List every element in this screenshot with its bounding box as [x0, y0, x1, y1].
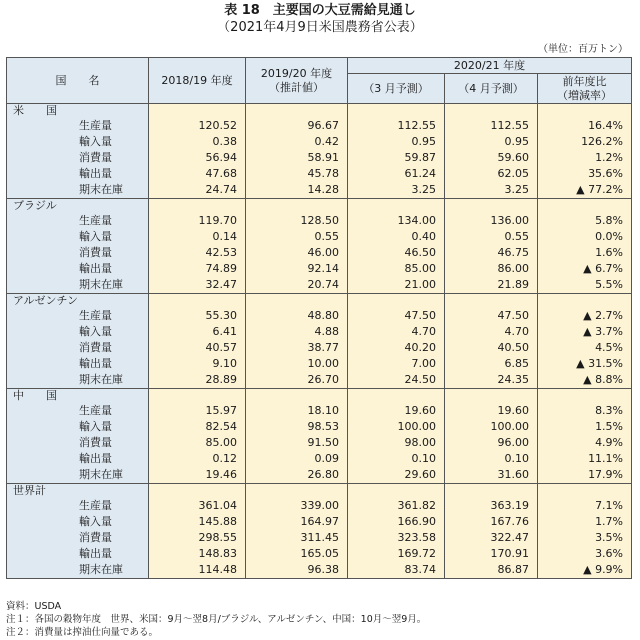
header-march: （3 月予測）: [348, 74, 445, 104]
value-2018: 28.89: [149, 372, 246, 389]
header-2020: 2020/21 年度: [348, 58, 632, 74]
value-yoy: ▲ 6.7%: [538, 261, 632, 277]
item-label: 期末在庫: [79, 373, 123, 386]
value-march: 46.50: [348, 245, 445, 261]
value-2019: 20.74: [246, 277, 348, 294]
note-1: 注１：各国の穀物年度 世界、米国：9月～翌8月/ブラジル、アルゼンチン、中国：10月～翌9月。: [6, 614, 427, 625]
item-label: 消費量: [79, 151, 112, 164]
value-2018: 9.10: [149, 356, 246, 372]
value-march: 29.60: [348, 467, 445, 484]
table-row: [7, 419, 632, 435]
table-row: [7, 182, 632, 199]
value-2018: 119.70: [149, 213, 246, 229]
value-april: 167.76: [445, 514, 538, 530]
value-2018: 298.55: [149, 530, 246, 546]
table-row: [7, 372, 632, 389]
value-2018: 148.83: [149, 546, 246, 562]
value-yoy: ▲ 8.8%: [538, 372, 632, 389]
table-title: 表 18 主要国の大豆需給見通し: [224, 3, 416, 18]
value-2019: 10.00: [246, 356, 348, 372]
item-label: 消費量: [79, 341, 112, 354]
value-2018: 19.46: [149, 467, 246, 484]
value-yoy: 8.3%: [538, 403, 632, 419]
value-april: 62.05: [445, 166, 538, 182]
value-yoy: 1.2%: [538, 150, 632, 166]
item-label: 期末在庫: [79, 563, 123, 576]
value-april: 100.00: [445, 419, 538, 435]
table-row: [7, 498, 632, 514]
item-label: 生産量: [79, 404, 112, 417]
value-2019: 128.50: [246, 213, 348, 229]
value-march: 166.90: [348, 514, 445, 530]
value-2018: 114.48: [149, 562, 246, 579]
item-label: 輸出量: [79, 357, 112, 370]
table-row: [7, 530, 632, 546]
table-row: [7, 261, 632, 277]
header-2019-year: 2019/20 年度: [260, 66, 333, 80]
value-yoy: 35.6%: [538, 166, 632, 182]
value-2018: 145.88: [149, 514, 246, 530]
value-march: 40.20: [348, 340, 445, 356]
value-2019: 96.67: [246, 118, 348, 134]
table-row: [7, 308, 632, 324]
value-march: 0.10: [348, 451, 445, 467]
item-label: 生産量: [79, 214, 112, 227]
value-yoy: 5.8%: [538, 213, 632, 229]
value-2018: 32.47: [149, 277, 246, 294]
item-label: 輸出量: [79, 452, 112, 465]
value-april: 46.75: [445, 245, 538, 261]
item-label: 期末在庫: [79, 278, 123, 291]
table-row: [7, 403, 632, 419]
value-march: 47.50: [348, 308, 445, 324]
value-yoy: 7.1%: [538, 498, 632, 514]
value-april: 3.25: [445, 182, 538, 199]
value-march: 59.87: [348, 150, 445, 166]
item-label: 輸入量: [79, 230, 112, 243]
value-yoy: 4.9%: [538, 435, 632, 451]
value-march: 361.82: [348, 498, 445, 514]
value-2019: 91.50: [246, 435, 348, 451]
value-2019: 165.05: [246, 546, 348, 562]
value-2019: 0.42: [246, 134, 348, 150]
value-march: 3.25: [348, 182, 445, 199]
value-2019: 14.28: [246, 182, 348, 199]
note-source: 資料：USDA: [6, 601, 62, 612]
table-row: [7, 213, 632, 229]
value-april: 0.95: [445, 134, 538, 150]
country-name: アルゼンチン: [13, 294, 79, 307]
value-2019: 0.09: [246, 451, 348, 467]
value-2018: 40.57: [149, 340, 246, 356]
value-2019: 92.14: [246, 261, 348, 277]
table-subtitle: （2021年4月9日米国農務省公表）: [217, 20, 423, 35]
item-label: 輸出量: [79, 167, 112, 180]
table-row: [7, 134, 632, 150]
value-yoy: 11.1%: [538, 451, 632, 467]
header-2019-sub: （推計値）: [269, 80, 324, 94]
header-country: 国 名: [7, 58, 149, 104]
table-row: [7, 324, 632, 340]
country-name: 米 国: [13, 104, 57, 117]
value-april: 4.70: [445, 324, 538, 340]
value-march: 98.00: [348, 435, 445, 451]
value-yoy: ▲ 31.5%: [538, 356, 632, 372]
value-april: 6.85: [445, 356, 538, 372]
value-2018: 0.14: [149, 229, 246, 245]
table-row: [7, 166, 632, 182]
value-2019: 98.53: [246, 419, 348, 435]
item-label: 消費量: [79, 531, 112, 544]
table-row: [7, 546, 632, 562]
value-march: 19.60: [348, 403, 445, 419]
value-april: 136.00: [445, 213, 538, 229]
item-label: 生産量: [79, 499, 112, 512]
value-yoy: 1.7%: [538, 514, 632, 530]
value-march: 0.40: [348, 229, 445, 245]
value-yoy: 1.5%: [538, 419, 632, 435]
value-2018: 15.97: [149, 403, 246, 419]
country-name: ブラジル: [13, 199, 57, 212]
country-row: [7, 199, 632, 214]
value-2019: 311.45: [246, 530, 348, 546]
item-label: 輸出量: [79, 262, 112, 275]
value-april: 31.60: [445, 467, 538, 484]
item-label: 輸出量: [79, 547, 112, 560]
value-yoy: 16.4%: [538, 118, 632, 134]
value-2018: 47.68: [149, 166, 246, 182]
value-2018: 82.54: [149, 419, 246, 435]
value-2019: 46.00: [246, 245, 348, 261]
item-label: 生産量: [79, 119, 112, 132]
value-march: 7.00: [348, 356, 445, 372]
value-2018: 0.12: [149, 451, 246, 467]
value-2018: 74.89: [149, 261, 246, 277]
unit-label: （単位：百万トン）: [538, 44, 628, 55]
table-row: [7, 451, 632, 467]
item-label: 輸入量: [79, 515, 112, 528]
table-row: [7, 514, 632, 530]
value-yoy: ▲ 2.7%: [538, 308, 632, 324]
item-label: 生産量: [79, 309, 112, 322]
value-2019: 26.80: [246, 467, 348, 484]
value-yoy: 4.5%: [538, 340, 632, 356]
value-2019: 38.77: [246, 340, 348, 356]
value-april: 0.55: [445, 229, 538, 245]
header-yoy: [538, 74, 632, 104]
value-yoy: 5.5%: [538, 277, 632, 294]
header-yoy-label: 前年度比: [562, 74, 607, 88]
header-2018: 2018/19 年度: [149, 58, 246, 104]
item-label: 期末在庫: [79, 183, 123, 196]
value-yoy: ▲ 77.2%: [538, 182, 632, 199]
value-yoy: 1.6%: [538, 245, 632, 261]
value-march: 112.55: [348, 118, 445, 134]
value-april: 86.00: [445, 261, 538, 277]
value-march: 0.95: [348, 134, 445, 150]
value-2018: 42.53: [149, 245, 246, 261]
item-label: 期末在庫: [79, 468, 123, 481]
value-yoy: ▲ 3.7%: [538, 324, 632, 340]
item-label: 輸入量: [79, 325, 112, 338]
value-march: 323.58: [348, 530, 445, 546]
item-label: 消費量: [79, 246, 112, 259]
value-march: 24.50: [348, 372, 445, 389]
value-march: 100.00: [348, 419, 445, 435]
country-name: 世界計: [13, 484, 46, 497]
value-2019: 0.55: [246, 229, 348, 245]
country-name: 中 国: [13, 389, 57, 402]
value-march: 169.72: [348, 546, 445, 562]
value-yoy: 3.5%: [538, 530, 632, 546]
value-march: 134.00: [348, 213, 445, 229]
value-2019: 45.78: [246, 166, 348, 182]
note-2: 注２：消費量は搾油仕向量である。: [6, 627, 159, 638]
soybean-balance-table: [6, 57, 632, 579]
value-2019: 18.10: [246, 403, 348, 419]
table-header: [7, 58, 632, 104]
value-yoy: 17.9%: [538, 467, 632, 484]
notes: [6, 600, 426, 639]
value-march: 4.70: [348, 324, 445, 340]
value-april: 21.89: [445, 277, 538, 294]
value-2018: 120.52: [149, 118, 246, 134]
value-yoy: 126.2%: [538, 134, 632, 150]
value-april: 40.50: [445, 340, 538, 356]
table-row: [7, 340, 632, 356]
value-april: 47.50: [445, 308, 538, 324]
table-row: [7, 229, 632, 245]
value-april: 0.10: [445, 451, 538, 467]
header-yoy-sub: （増減率）: [557, 88, 612, 102]
value-2019: 4.88: [246, 324, 348, 340]
value-april: 112.55: [445, 118, 538, 134]
value-april: 322.47: [445, 530, 538, 546]
value-2018: 24.74: [149, 182, 246, 199]
header-april: （4 月予測）: [445, 74, 538, 104]
value-2018: 0.38: [149, 134, 246, 150]
value-april: 19.60: [445, 403, 538, 419]
value-2019: 58.91: [246, 150, 348, 166]
value-yoy: ▲ 9.9%: [538, 562, 632, 579]
value-yoy: 0.0%: [538, 229, 632, 245]
table-row: [7, 435, 632, 451]
country-row: [7, 484, 632, 499]
table-row: [7, 467, 632, 484]
value-2018: 56.94: [149, 150, 246, 166]
value-april: 86.87: [445, 562, 538, 579]
value-april: 170.91: [445, 546, 538, 562]
value-april: 59.60: [445, 150, 538, 166]
value-2019: 26.70: [246, 372, 348, 389]
table-row: [7, 562, 632, 579]
value-2018: 85.00: [149, 435, 246, 451]
value-2019: 48.80: [246, 308, 348, 324]
value-yoy: 3.6%: [538, 546, 632, 562]
table-body: [7, 104, 632, 579]
item-label: 消費量: [79, 436, 112, 449]
country-row: [7, 389, 632, 404]
value-march: 21.00: [348, 277, 445, 294]
table-row: [7, 356, 632, 372]
value-april: 24.35: [445, 372, 538, 389]
value-march: 83.74: [348, 562, 445, 579]
country-row: [7, 294, 632, 309]
value-2018: 6.41: [149, 324, 246, 340]
item-label: 輸入量: [79, 135, 112, 148]
value-march: 61.24: [348, 166, 445, 182]
table-row: [7, 245, 632, 261]
value-2019: 96.38: [246, 562, 348, 579]
table-row: [7, 118, 632, 134]
value-april: 363.19: [445, 498, 538, 514]
item-label: 輸入量: [79, 420, 112, 433]
value-2018: 361.04: [149, 498, 246, 514]
value-2019: 164.97: [246, 514, 348, 530]
table-row: [7, 277, 632, 294]
value-march: 85.00: [348, 261, 445, 277]
table-row: [7, 150, 632, 166]
country-row: [7, 104, 632, 119]
value-2018: 55.30: [149, 308, 246, 324]
header-2019: [246, 58, 348, 104]
value-april: 96.00: [445, 435, 538, 451]
value-2019: 339.00: [246, 498, 348, 514]
